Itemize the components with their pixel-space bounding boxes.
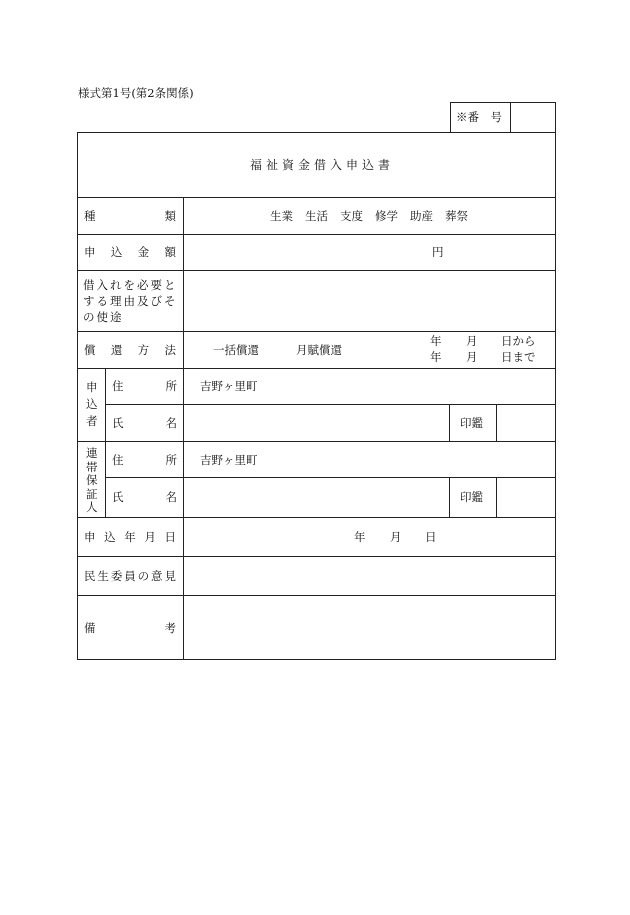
guarantor-seal-label: 印鑑 <box>460 490 483 504</box>
amount-unit: 円 <box>432 245 444 259</box>
date-year[interactable]: 年 <box>354 530 366 544</box>
repayment-start-year: 年 <box>430 334 442 348</box>
kind-option[interactable]: 葬祭 <box>445 209 468 223</box>
reason-field[interactable] <box>186 272 552 329</box>
repayment-start-suffix: 日から <box>501 334 536 348</box>
amount-field[interactable] <box>186 236 426 268</box>
date-month[interactable]: 月 <box>390 530 402 544</box>
guarantor-group-label: 連 帯 保 証 人 <box>86 446 98 514</box>
repayment-monthly[interactable]: 月賦償還 <box>296 343 342 357</box>
guarantor-address-value[interactable]: 吉野ヶ里町 <box>200 453 258 467</box>
date-day[interactable]: 日 <box>425 530 437 544</box>
amount-label: 申 込 金 額 <box>84 245 176 259</box>
kind-label: 種 類 <box>84 209 176 223</box>
opinion-field[interactable] <box>186 558 552 593</box>
remarks-label: 備 考 <box>84 621 176 635</box>
remarks-field[interactable] <box>186 597 552 657</box>
kind-option[interactable]: 助産 <box>410 209 433 223</box>
kind-options <box>270 209 468 223</box>
kind-option[interactable]: 支度 <box>340 209 363 223</box>
reason-label: 借入れを必要とする理由及びその使途 <box>83 278 178 324</box>
kind-option[interactable]: 生業 <box>270 209 293 223</box>
applicant-name-field[interactable] <box>186 406 446 439</box>
guarantor-seal-box[interactable] <box>498 479 553 515</box>
opinion-label: 民 生 委 員 の 意 見 <box>84 569 176 583</box>
number-field[interactable] <box>512 104 554 132</box>
form-reference: 様式第1号(第2条関係) <box>78 86 194 100</box>
repayment-label: 償 還 方 法 <box>84 343 176 357</box>
repayment-end-suffix: 日まで <box>501 350 536 364</box>
repayment-end-year: 年 <box>430 350 442 364</box>
applicant-name-label: 氏 名 <box>112 416 177 430</box>
guarantor-name-field[interactable] <box>186 479 446 515</box>
repayment-start-month: 月 <box>466 334 478 348</box>
repayment-lump[interactable]: 一括償還 <box>213 343 259 357</box>
date-label: 申 込 年 月 日 <box>84 530 176 544</box>
applicant-seal-label: 印鑑 <box>460 416 483 430</box>
kind-option[interactable]: 生活 <box>305 209 328 223</box>
applicant-seal-box[interactable] <box>498 406 553 439</box>
guarantor-name-label: 氏 名 <box>112 490 177 504</box>
number-label: ※番 号 <box>456 110 502 124</box>
kind-option[interactable]: 修学 <box>375 209 398 223</box>
form-title: 福祉資金借入申込書 <box>250 158 395 172</box>
applicant-address-label: 住 所 <box>112 379 177 393</box>
applicant-address-value[interactable]: 吉野ヶ里町 <box>200 379 258 393</box>
repayment-end-month: 月 <box>466 350 478 364</box>
guarantor-address-label: 住 所 <box>112 453 177 467</box>
applicant-group-label: 申 込 者 <box>86 380 98 428</box>
